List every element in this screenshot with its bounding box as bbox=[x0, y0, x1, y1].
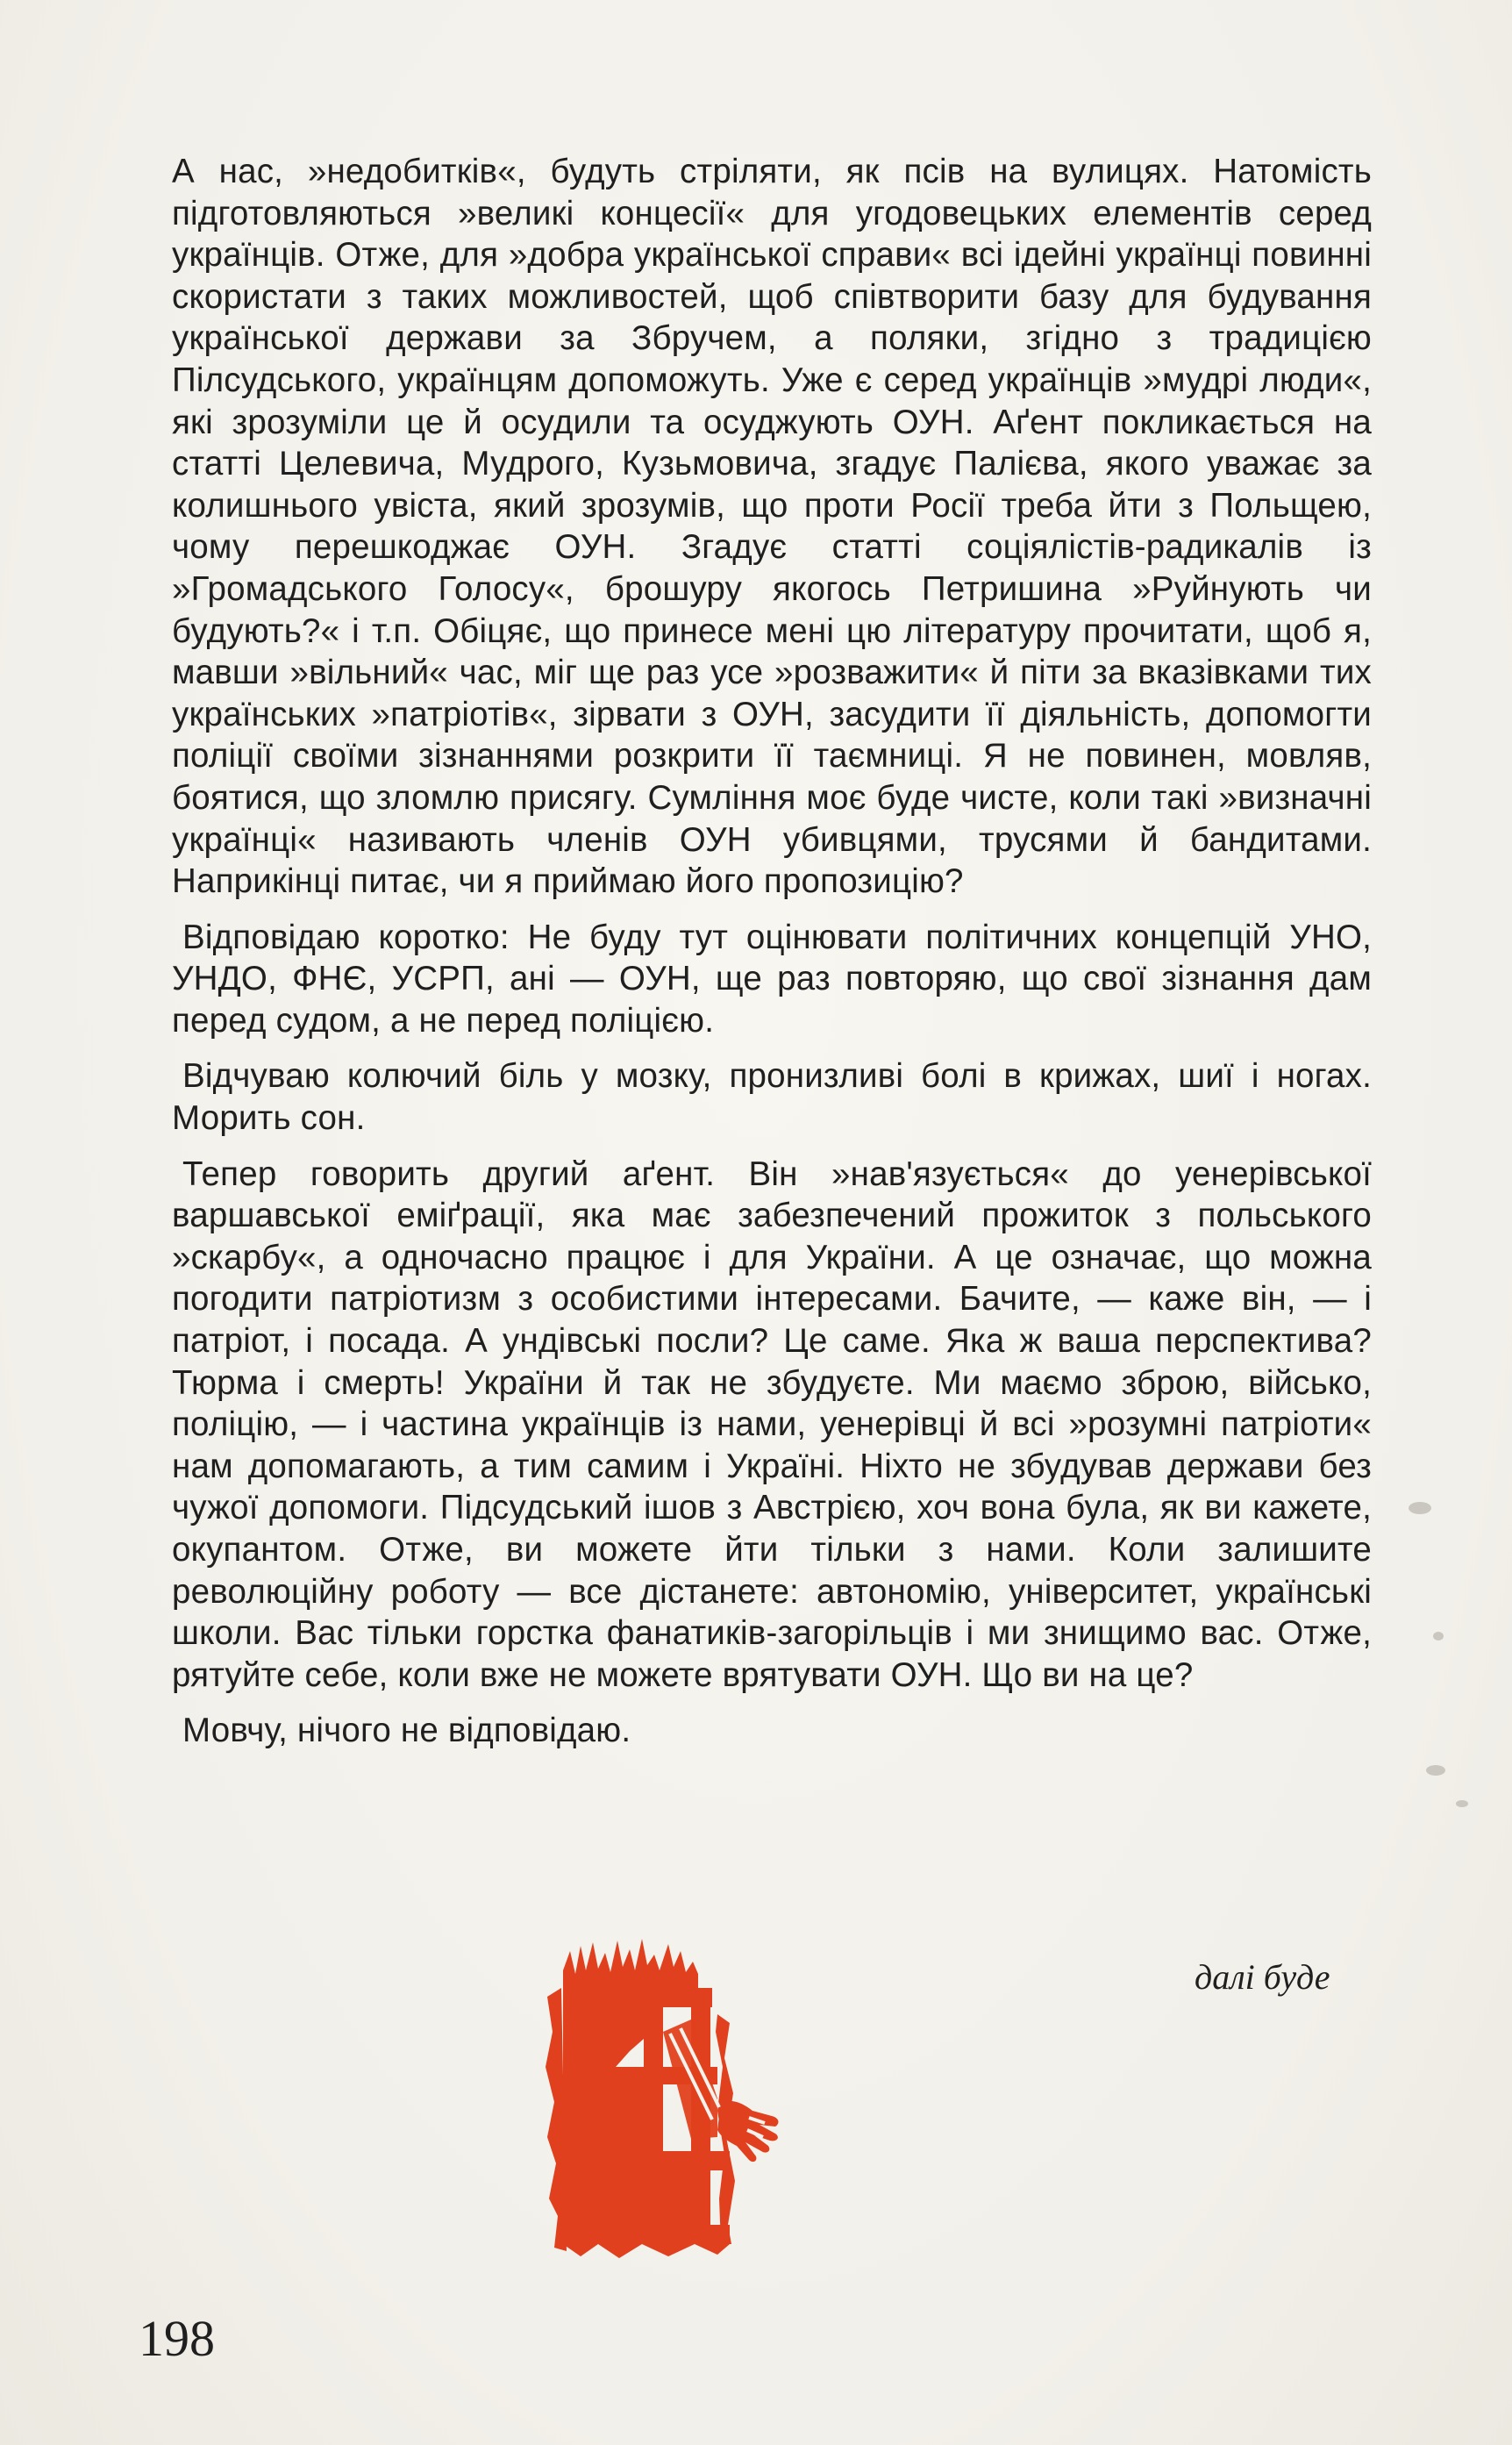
paper-speck bbox=[1456, 1800, 1468, 1807]
body-text bbox=[172, 151, 1372, 1766]
paragraph-5: Мовчу, нічого не відповідаю. bbox=[182, 1712, 631, 1750]
paragraph-2: Відповідаю коротко: Не буду тут оцінювати політичних концепцій УНО, УНДО, ФНЄ, УСРП, ані — ОУН, ще раз повторяю, що свої зізнання дам перед судом, а не перед поліцією. bbox=[172, 918, 1372, 1040]
continued-label: далі буде bbox=[1195, 1957, 1330, 1997]
paper-speck bbox=[1409, 1502, 1431, 1514]
paragraph-3: Відчуваю колючий біль у мозку, пронизливі болі в крижах, шиї і ногах. Морить сон. bbox=[172, 1057, 1372, 1138]
page-number: 198 bbox=[139, 2310, 215, 2367]
paragraph-4: Тепер говорить другий аґент. Він »нав'язується« до уенерівської варшавської еміґрації, яка має забезпечений прожиток з польського »скарбу«, а одночасно працює і для України. А це означає, що можна погодити патріотизм з особистими інтересами. Бачите, — каже він, — і патріот, і посада. А ундівські посли? Це саме. Яка ж ваша перспектива? Тюрма і смерть! України й так не збудуєте. Ми маємо зброю, військо, поліцію, — і частина українців із нами, уенерівці й всі »розумні патріоти« нам допомагають, а тим самим і Україні. Ніхто не збудував держави без чужої допомоги. Підсудський ішов з Австрією, хоч вона була, як ви кажете, окупантом. Отже, ви можете йти тільки з нами. Коли залишите революційну роботу — все дістанете: автономію, університет, українські школи. Вас тільки горстка фанатиків-загорільців і ми знищимо вас. Отже, рятуйте себе, коли вже не можете врятувати ОУН. Що ви на це? bbox=[172, 1155, 1372, 1694]
paper-speck bbox=[1433, 1632, 1444, 1641]
paper-speck bbox=[1426, 1765, 1445, 1776]
paragraph-1: А нас, »недобитків«, будуть стріляти, як псів на вулицях. Натомість підготовляються »великі концесії« для угодовецьких елементів серед українців. Отже, для »добра української справи« всі ідейні українці повинні скористати з таких можливостей, щоб співтворити базу для будування української держави за Збручем, а поляки, згідно з традицією Пілсудського, українцям допоможуть. Уже є серед українців »мудрі люди«, які зрозуміли це й осудили та осуджують ОУН. Аґент покликається на статті Целевича, Мудрого, Кузьмовича, згадує Палієва, якого уважає за колишнього увіста, який зрозумів, що проти Росії треба йти з Польщею, чому перешкоджає ОУН. Згадує статті соціялістів-радикалів із »Громадського Голосу«, брошуру якогось Петришина »Руйнують чи будують?« і т.п. Обіцяє, що принесе мені цю літературу прочитати, щоб я, мавши »вільний« час, міг ще раз усе »розважити« й піти за вказівками тих українських »патріотів«, зірвати з ОУН, засудити її діяльність, допомогти поліції своїми зізнаннями розкрити її таємниці. Я не повинен, мовляв, боятися, що зломлю присягу. Сумління моє буде чисте, коли такі »визначні українці« називають членів ОУН убивцями, трусями й бандитами. Наприкінці питає, чи я приймаю його пропозицію? bbox=[172, 153, 1372, 901]
prison-bars-hand-icon bbox=[546, 1935, 791, 2258]
